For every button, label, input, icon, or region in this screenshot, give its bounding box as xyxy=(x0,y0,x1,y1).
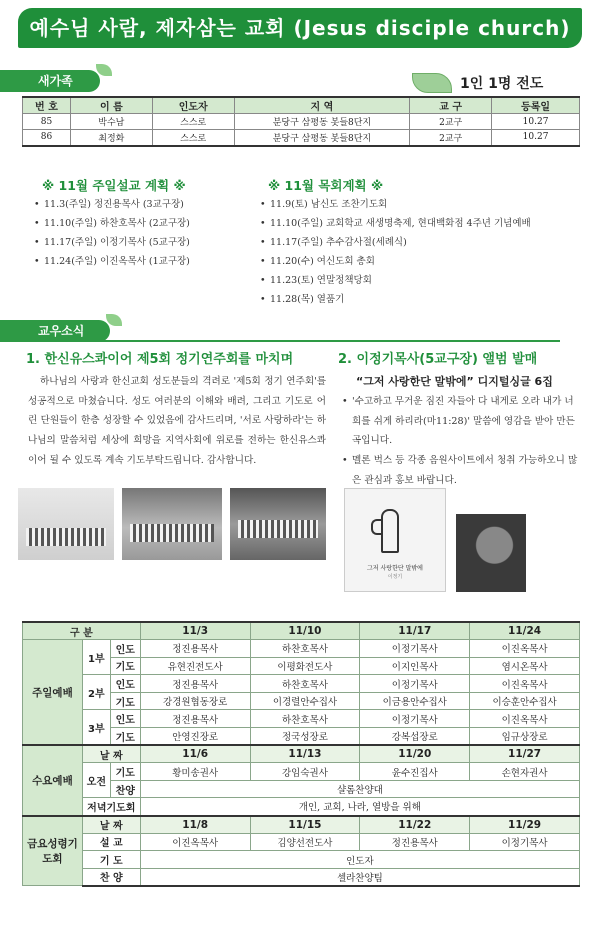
table-cell: 손현자권사 xyxy=(470,763,580,781)
table-row xyxy=(23,640,580,658)
role-label: 인도 xyxy=(110,710,140,728)
category-label: 금요성령기도회 xyxy=(23,816,83,886)
column-header: 등록일 xyxy=(492,97,580,114)
table-cell: 10.27 xyxy=(492,130,580,146)
list-item: • 11.17(주일) 추수감사절(세례식) xyxy=(258,233,531,252)
date-header: 11/10 xyxy=(250,622,360,640)
table-cell: 이금용안수집사 xyxy=(360,692,470,710)
column-header: 이 름 xyxy=(70,97,152,114)
table-cell: 강복섭장로 xyxy=(360,728,470,746)
table-cell: 정진용목사 xyxy=(140,710,250,728)
date-label: 날 짜 xyxy=(82,816,140,834)
list-item: • 11.20(수) 여신도회 총회 xyxy=(258,252,531,271)
table-header-row xyxy=(23,622,580,640)
table-cell: 윤수진집사 xyxy=(360,763,470,781)
table-cell: 이평화전도사 xyxy=(250,657,360,675)
table-cell: 임규상장로 xyxy=(470,728,580,746)
leaf-icon xyxy=(96,64,112,76)
table-cell: 이진옥목사 xyxy=(470,710,580,728)
list-item: • 11.23(토) 연말정책당회 xyxy=(258,271,531,290)
list-item: • '수고하고 무거운 짐진 자들아 다 내게로 오라 내가 너희를 쉬게 하리라(마11:28)' 말씀에 영감을 받아 만든 곡입니다. xyxy=(340,392,580,451)
table-cell: 85 xyxy=(23,114,71,130)
table-cell: 하찬호목사 xyxy=(250,675,360,693)
list-item: • 11.28(목) 열품기 xyxy=(258,290,531,309)
table-cell: 최정화 xyxy=(70,130,152,146)
table-cell: 2교구 xyxy=(410,130,492,146)
sermon-plan-title: ※ 11월 주일설교 계획 ※ xyxy=(42,178,186,193)
date-header: 11/24 xyxy=(470,622,580,640)
leaf-icon xyxy=(412,73,452,93)
table-cell: 정진용목사 xyxy=(360,833,470,851)
section-label-text: 새가족 xyxy=(38,74,73,88)
date-header: 11/20 xyxy=(360,745,470,763)
date-header: 11/22 xyxy=(360,816,470,834)
list-item: • 11.10(주일) 하찬호목사 (2교구장) xyxy=(32,214,190,233)
service-label: 3부 xyxy=(82,710,110,745)
table-cell: 강임숙권사 xyxy=(250,763,360,781)
table-row xyxy=(23,851,580,869)
table-row xyxy=(23,710,580,728)
worship-schedule-table xyxy=(22,621,580,887)
column-header: 지 역 xyxy=(234,97,410,114)
role-label: 기도 xyxy=(110,692,140,710)
table-cell: 염시온목사 xyxy=(470,657,580,675)
table-cell: 셀라찬양팀 xyxy=(140,868,579,886)
concert-photo xyxy=(230,488,326,560)
date-header: 11/6 xyxy=(140,745,250,763)
slogan-text: 1인 1명 전도 xyxy=(460,76,544,92)
table-row xyxy=(23,114,580,130)
table-header-row xyxy=(23,97,580,114)
table-row xyxy=(23,798,580,816)
service-label: 1부 xyxy=(82,640,110,675)
section-label-text: 교우소식 xyxy=(38,324,85,338)
column-header: 교 구 xyxy=(410,97,492,114)
table-cell: 하찬호목사 xyxy=(250,710,360,728)
table-cell: 이정기목사 xyxy=(470,833,580,851)
album-cover-title: 그저 사랑한단 말밖에 xyxy=(367,565,423,572)
column-header: 구 분 xyxy=(23,622,141,640)
table-cell: 안영진장로 xyxy=(140,728,250,746)
concert-photo xyxy=(122,488,222,560)
date-header: 11/29 xyxy=(470,816,580,834)
album-cover-artist: 이정기 xyxy=(387,574,403,580)
cactus-icon xyxy=(381,509,399,553)
role-label: 인도 xyxy=(110,640,140,658)
table-cell: 강경원협동장로 xyxy=(140,692,250,710)
table-cell: 김양선전도사 xyxy=(250,833,360,851)
table-cell: 하찬호목사 xyxy=(250,640,360,658)
role-label: 찬양 xyxy=(110,780,140,798)
role-label: 기도 xyxy=(110,763,140,781)
role-label: 기도 xyxy=(110,657,140,675)
table-row xyxy=(23,130,580,146)
concert-photo xyxy=(18,488,114,560)
pastoral-plan-list xyxy=(258,195,531,309)
table-row xyxy=(23,833,580,851)
date-header: 11/8 xyxy=(140,816,250,834)
role-label: 찬 양 xyxy=(82,868,140,886)
section-label-new-family xyxy=(0,70,100,92)
news-item-1-body: 하나님의 사랑과 한신교회 성도분들의 격려로 '제5회 정기 연주회'를 성공적으로 마쳤습니다. 성도 여러분의 이해와 배려, 그리고 기도로 어린 단원들이 한층 성장할 수 있었음에 감사드리며, '서로 사랑하라'는 하나님의 말씀처럼 세상에 희망을 지역사회에 위로를 전하는 한신유스콰이어 될 수 있도록 계속 기도부탁드립니다. 감사합니다. xyxy=(28,376,326,466)
table-cell: 정진용목사 xyxy=(140,675,250,693)
table-cell: 정진용목사 xyxy=(140,640,250,658)
table-cell: 이진옥목사 xyxy=(470,640,580,658)
table-cell: 샬롬찬양대 xyxy=(140,780,579,798)
leaf-icon xyxy=(106,314,122,326)
table-row xyxy=(23,675,580,693)
list-item: • 11.17(주일) 이정기목사 (5교구장) xyxy=(32,233,190,252)
sermon-plan-list xyxy=(32,195,190,271)
table-cell: 2교구 xyxy=(410,114,492,130)
table-cell: 스스로 xyxy=(152,130,234,146)
table-cell: 이승훈안수집사 xyxy=(470,692,580,710)
date-header: 11/17 xyxy=(360,622,470,640)
table-row xyxy=(23,745,580,763)
album-subtitle: “그저 사랑한단 말밖에” 디지털싱글 6집 xyxy=(356,375,553,388)
table-cell: 개인, 교회, 나라, 열방을 위해 xyxy=(140,798,579,816)
list-item: • 11.9(토) 남신도 조찬기도회 xyxy=(258,195,531,214)
list-item: • 11.3(주일) 정진용목사 (3교구장) xyxy=(32,195,190,214)
news-item-2-title: 2. 이정기목사(5교구장) 앨범 발매 xyxy=(338,352,538,367)
section-label-church-news xyxy=(0,320,110,342)
category-label: 수요예배 xyxy=(23,745,83,815)
news-item-1-title: 1. 한신유스콰이어 제5회 정기연주회를 마치며 xyxy=(26,352,294,367)
table-cell: 분당구 삼평동 봇들8단지 xyxy=(234,130,410,146)
role-label: 저녁기도회 xyxy=(82,798,140,816)
table-row xyxy=(23,763,580,781)
table-cell: 이경렬안수집사 xyxy=(250,692,360,710)
table-row xyxy=(23,868,580,886)
table-cell: 이정기목사 xyxy=(360,675,470,693)
pastoral-plan-title: ※ 11월 목회계획 ※ xyxy=(268,178,384,193)
album-cover xyxy=(344,488,446,592)
evangelism-slogan xyxy=(412,70,562,96)
new-family-table xyxy=(22,96,580,147)
date-header: 11/15 xyxy=(250,816,360,834)
section-divider xyxy=(0,340,560,342)
table-cell: 황미송권사 xyxy=(140,763,250,781)
table-cell: 이진옥목사 xyxy=(470,675,580,693)
album-points xyxy=(340,392,580,491)
date-header: 11/13 xyxy=(250,745,360,763)
pastor-portrait xyxy=(456,514,526,592)
column-header: 인도자 xyxy=(152,97,234,114)
column-header: 번 호 xyxy=(23,97,71,114)
table-cell: 분당구 삼평동 봇들8단지 xyxy=(234,114,410,130)
table-cell: 박수남 xyxy=(70,114,152,130)
role-label: 설 교 xyxy=(82,833,140,851)
table-cell: 정국성장로 xyxy=(250,728,360,746)
date-label: 날 짜 xyxy=(82,745,140,763)
role-label: 인도 xyxy=(110,675,140,693)
table-cell: 이지인목사 xyxy=(360,657,470,675)
date-header: 11/27 xyxy=(470,745,580,763)
table-cell: 유현진전도사 xyxy=(140,657,250,675)
role-label: 기도 xyxy=(110,728,140,746)
page-banner: 예수님 사람, 제자삼는 교회 (Jesus disciple church) xyxy=(18,8,582,48)
table-cell: 이정기목사 xyxy=(360,710,470,728)
table-cell: 스스로 xyxy=(152,114,234,130)
date-header: 11/3 xyxy=(140,622,250,640)
table-cell: 10.27 xyxy=(492,114,580,130)
service-label: 오전 xyxy=(82,763,110,798)
table-cell: 이정기목사 xyxy=(360,640,470,658)
category-label: 주일예배 xyxy=(23,640,83,746)
table-cell: 인도자 xyxy=(140,851,579,869)
list-item: • 멜론 벅스 등 각종 음원사이트에서 청취 가능하오니 많은 관심과 홍보 바랍니다. xyxy=(340,451,580,490)
list-item: • 11.24(주일) 이진옥목사 (1교구장) xyxy=(32,252,190,271)
table-cell: 86 xyxy=(23,130,71,146)
list-item: • 11.10(주일) 교회학교 새생명축제, 현대백화점 4주년 기념예배 xyxy=(258,214,531,233)
role-label: 기 도 xyxy=(82,851,140,869)
table-cell: 이진옥목사 xyxy=(140,833,250,851)
service-label: 2부 xyxy=(82,675,110,710)
table-row xyxy=(23,816,580,834)
